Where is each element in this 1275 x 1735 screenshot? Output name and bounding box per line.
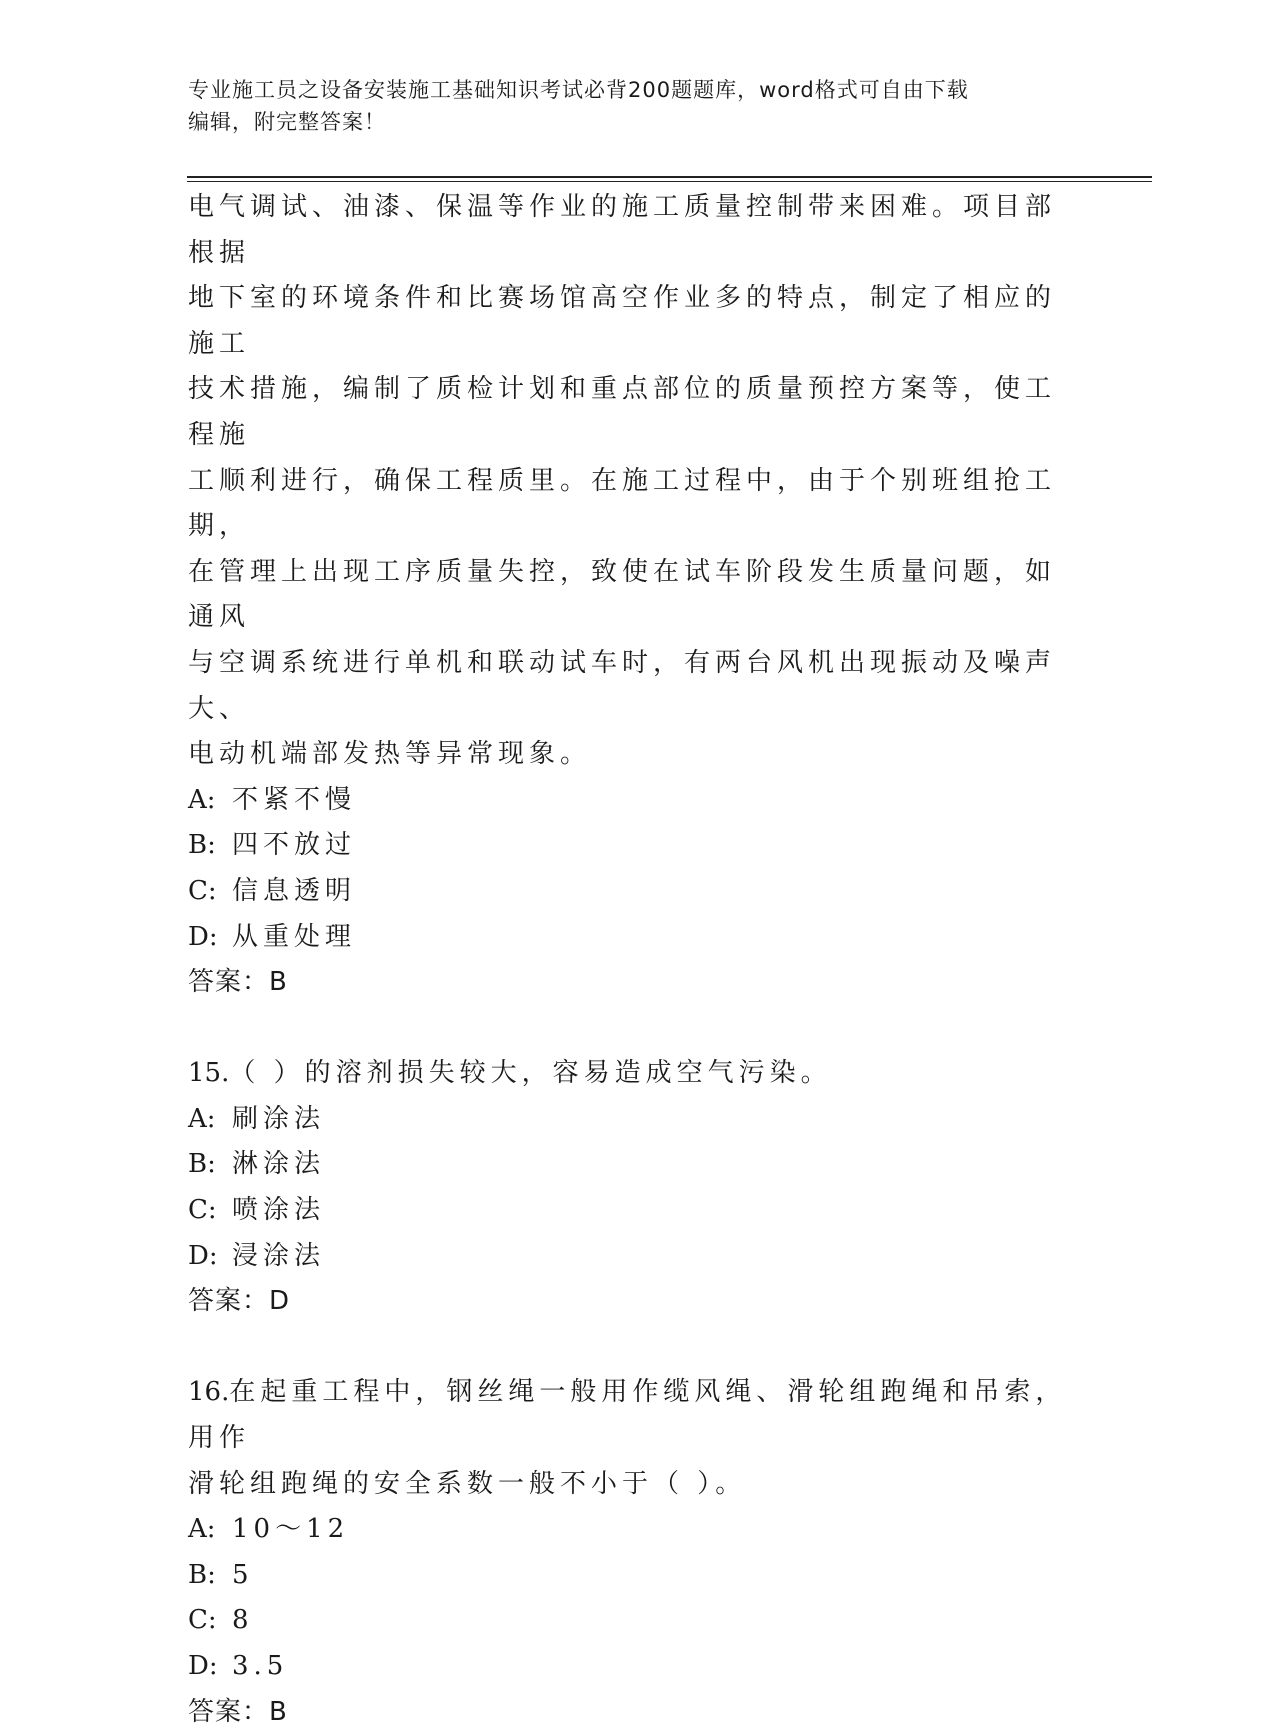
question-15-block (188, 1051, 1068, 1325)
question-text-line: 与空调系统进行单机和联动试车时，有两台风机出现振动及噪声大、 (188, 647, 1057, 724)
question-text-line (188, 1370, 1068, 1461)
option-label: A: (188, 1514, 216, 1545)
question-text-line: 电气调试、油漆、保温等作业的施工质量控制带来困难。项目部根据 (188, 192, 1057, 268)
option-text: 3.5 (232, 1651, 289, 1681)
question-text: （ ）的溶剂损失较大，容易造成空气污染。 (229, 1058, 832, 1089)
option-b (188, 1142, 1068, 1188)
option-label: B: (188, 830, 216, 861)
question-text: 在起重工程中，钢丝绳一般用作缆风绳、滑轮组跑绳和吊索，用作 (188, 1377, 1067, 1454)
option-b (188, 823, 1068, 869)
option-d (188, 915, 1068, 961)
option-label: A: (188, 784, 216, 815)
option-d (188, 1234, 1068, 1280)
option-label: D: (188, 921, 218, 952)
option-label: A: (188, 1103, 216, 1134)
answer-line: 答案：B (188, 1696, 288, 1727)
header-title-line-1: 专业施工员之设备安装施工基础知识考试必背200题题库，word格式可自由下载 (188, 78, 969, 102)
header-rule-thick (187, 176, 1152, 178)
option-text: 10～12 (232, 1514, 350, 1545)
question-text-line: 地下室的环境条件和比赛场馆高空作业多的特点，制定了相应的施工 (188, 283, 1057, 359)
option-label: C: (188, 1605, 217, 1636)
question-text-line: 工顺利进行，确保工程质里。在施工过程中，由于个别班组抢工期， (188, 465, 1057, 542)
answer-line: 答案：D (188, 1286, 291, 1317)
option-text: 喷涂法 (232, 1195, 326, 1226)
question-number: 15. (188, 1058, 230, 1089)
option-text: 从重处理 (232, 921, 357, 952)
question-text-line: 电动机端部发热等异常现象。 (188, 739, 592, 770)
option-text: 8 (232, 1605, 254, 1636)
option-c (188, 869, 1068, 915)
option-label: B: (188, 1559, 216, 1590)
option-text: 淋涂法 (232, 1149, 326, 1180)
document-body (188, 185, 1068, 1735)
header-title-line-2: 编辑，附完整答案！ (188, 110, 386, 134)
option-d (188, 1644, 1068, 1690)
question-text-line (188, 1051, 1068, 1097)
header-rule-thin (187, 181, 1152, 182)
option-text: 不紧不慢 (232, 784, 357, 815)
option-label: D: (188, 1651, 218, 1681)
option-c (188, 1598, 1068, 1644)
option-a (188, 1507, 1068, 1553)
answer-line: 答案：B (188, 967, 288, 998)
question-number: 16. (188, 1377, 230, 1408)
option-label: D: (188, 1240, 218, 1271)
option-label: C: (188, 875, 217, 906)
question-text-line: 在管理上出现工序质量失控，致使在试车阶段发生质量问题，如通风 (188, 556, 1057, 633)
option-label: C: (188, 1195, 217, 1226)
option-a (188, 1097, 1068, 1143)
option-c (188, 1188, 1068, 1234)
question-16-block (188, 1370, 1068, 1735)
option-text: 5 (232, 1559, 254, 1590)
question-text-line: 技术措施，编制了质检计划和重点部位的质量预控方案等，使工程施 (188, 374, 1057, 450)
option-text: 信息透明 (232, 875, 357, 906)
option-text: 浸涂法 (232, 1240, 326, 1271)
option-a (188, 778, 1068, 824)
page-header (188, 74, 1088, 138)
option-text: 刷涂法 (232, 1103, 326, 1134)
question-14-block (188, 185, 1068, 1006)
option-b (188, 1553, 1068, 1599)
option-label: B: (188, 1149, 216, 1180)
spacer (188, 1006, 1068, 1052)
option-text: 四不放过 (232, 830, 357, 861)
question-text-line: 滑轮组跑绳的安全系数一般不小于（ ）。 (188, 1468, 747, 1499)
spacer (188, 1325, 1068, 1371)
